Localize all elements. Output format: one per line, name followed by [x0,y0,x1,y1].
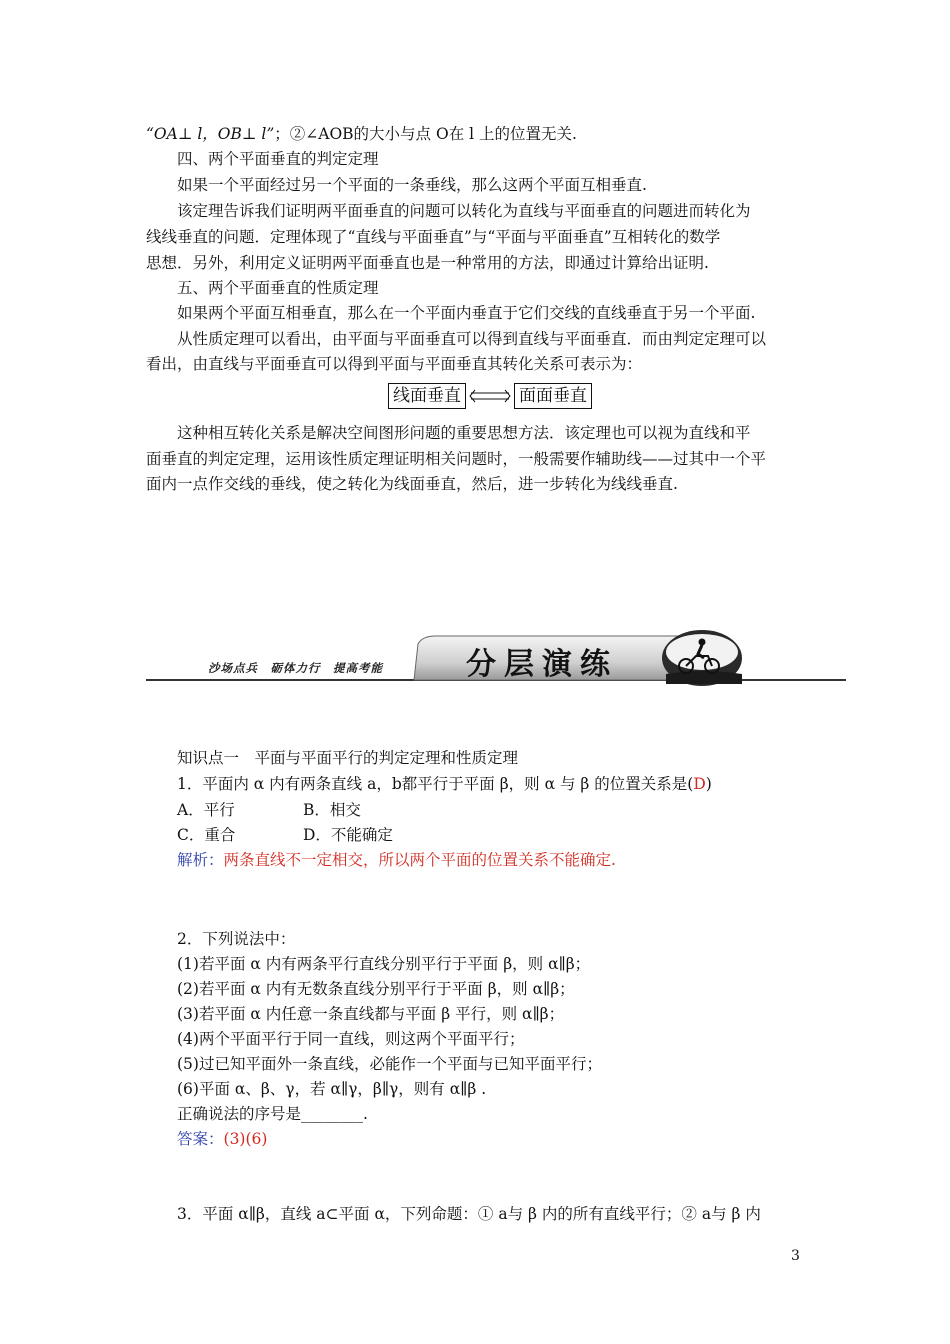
question-1-close: ) [705,775,712,793]
option-a: A．平行 [177,801,235,819]
question-2-answer [177,1128,267,1150]
statement-3: (3)若平面 α 内任意一条直线都与平面 β 平行，则 α∥β； [177,1005,565,1023]
question-3: 3．平面 α∥β，直线 a⊂平面 α，下列命题：① a与 β 内的所有直线平行；② a与 β 内 [177,1205,761,1223]
option-d: D．不能确定 [303,826,393,844]
statement-5: (5)过已知平面外一条直线，必能作一个平面与已知平面平行； [177,1055,602,1073]
question-1-text: 1．平面内 α 内有两条直线 a，b都平行于平面 β，则 α 与 β 的位置关系是( [177,775,694,793]
section4-theorem: 如果一个平面经过另一个平面的一条垂线，那么这两个平面互相垂直. [177,176,647,194]
page-number: 3 [791,1248,800,1264]
section5-para3-line3: 面内一点作交线的垂线，使之转化为线面垂直，然后，进一步转化为线线垂直. [146,475,678,493]
section5-para-line2: 看出，由直线与平面垂直可以得到平面与平面垂直其转化关系可表示为： [146,355,643,373]
question-2: 2．下列说法中： [177,930,296,948]
section5-heading: 五、两个平面垂直的性质定理 [177,279,379,297]
section5-theorem: 如果两个平面互相垂直，那么在一个平面内垂直于它们交线的直线垂直于另一个平面. [177,304,756,322]
explanation-label: 解析： [177,851,224,869]
option-c: C．重合 [177,826,236,844]
section4-para-line1: 该定理告诉我们证明两平面垂直的问题可以转化为直线与平面垂直的问题进而转化为 [177,202,751,220]
section4-heading: 四、两个平面垂直的判定定理 [177,150,379,168]
section4-para-line2: 线线垂直的问题．定理体现了“直线与平面垂直”与“平面与平面垂直”互相转化的数学 [146,228,721,246]
statement-4: (4)两个平面平行于同一直线，则这两个平面平行； [177,1030,525,1048]
question-1 [177,773,712,795]
section5-para3-line2: 面垂直的判定定理，运用该性质定理证明相关问题时，一般需要作辅助线——过其中一个平 [146,450,767,468]
cyclist-icon [672,636,728,676]
knowledge-point-heading: 知识点一 平面与平面平行的判定定理和性质定理 [177,749,519,767]
question-1-answer: D [693,775,706,793]
conversion-diagram [388,383,592,409]
answer-label: 答案： [177,1130,224,1148]
section5-para3-line1: 这种相互转化关系是解决空间图形问题的重要思想方法．该定理也可以视为直线和平 [177,424,751,442]
statement-6: (6)平面 α、β、γ，若 α∥γ，β∥γ，则有 α∥β . [177,1080,487,1098]
option-b: B．相交 [303,801,361,819]
box-plane-plane-perpendicular: 面面垂直 [514,383,592,409]
intro-formula: “OA⊥ l，OB⊥ l” [146,125,275,143]
question-1-options-row1 [177,799,361,821]
section5-para-line1: 从性质定理可以看出，由平面与平面垂直可以得到直线与平面垂直．而由判定定理可以 [177,330,767,348]
double-arrow-icon [468,389,512,403]
question-1-options-row2 [177,824,393,846]
question-1-explanation [177,849,616,871]
banner-subtitle: 沙场点兵 砺体力行 提高考能 [208,661,383,675]
intro-line [146,123,577,145]
banner-title: 分层演练 [466,647,618,682]
intro-text: ；②∠AOB的大小与点 O在 l 上的位置无关. [274,125,577,143]
box-line-plane-perpendicular: 线面垂直 [388,383,466,409]
statement-1: (1)若平面 α 内有两条平行直线分别平行于平面 β，则 α∥β； [177,955,591,973]
answer-value: (3)(6) [223,1130,268,1148]
question-2-blank: 正确说法的序号是________. [177,1105,368,1123]
section4-para-line3: 思想．另外，利用定义证明两平面垂直也是一种常用的方法，即通过计算给出证明. [146,254,709,272]
explanation-text: 两条直线不一定相交，所以两个平面的位置关系不能确定. [223,851,616,869]
statement-2: (2)若平面 α 内有无数条直线分别平行于平面 β，则 α∥β； [177,980,575,998]
